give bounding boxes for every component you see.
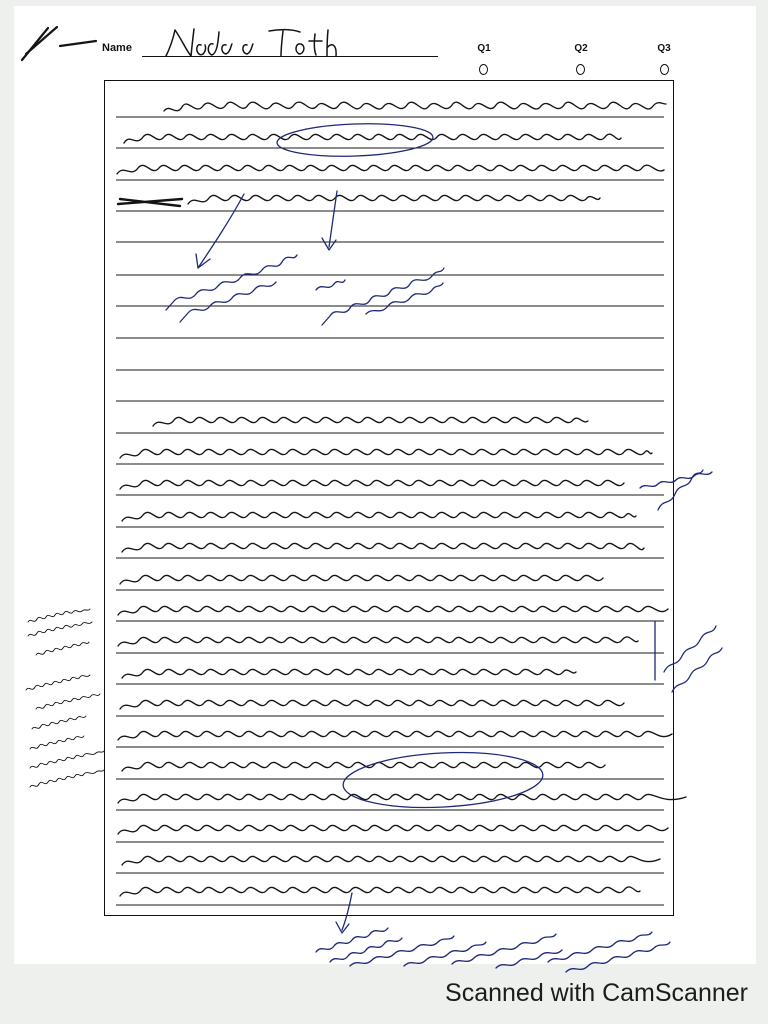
q1-label: Q1 xyxy=(477,43,491,54)
name-label: Name xyxy=(102,42,132,54)
q3-label: Q3 xyxy=(657,43,671,54)
ruled-lines xyxy=(116,117,664,905)
paragraph-1-scribble xyxy=(117,102,666,206)
left-margin-notes xyxy=(26,609,104,787)
teacher-markup xyxy=(166,121,722,972)
student-name-handwriting xyxy=(166,29,336,56)
q2-label: Q2 xyxy=(574,43,588,54)
camscanner-watermark: Scanned with CamScanner xyxy=(445,979,748,1007)
paragraph-2-scribble xyxy=(118,417,686,896)
mark-left-of-name xyxy=(22,27,96,60)
